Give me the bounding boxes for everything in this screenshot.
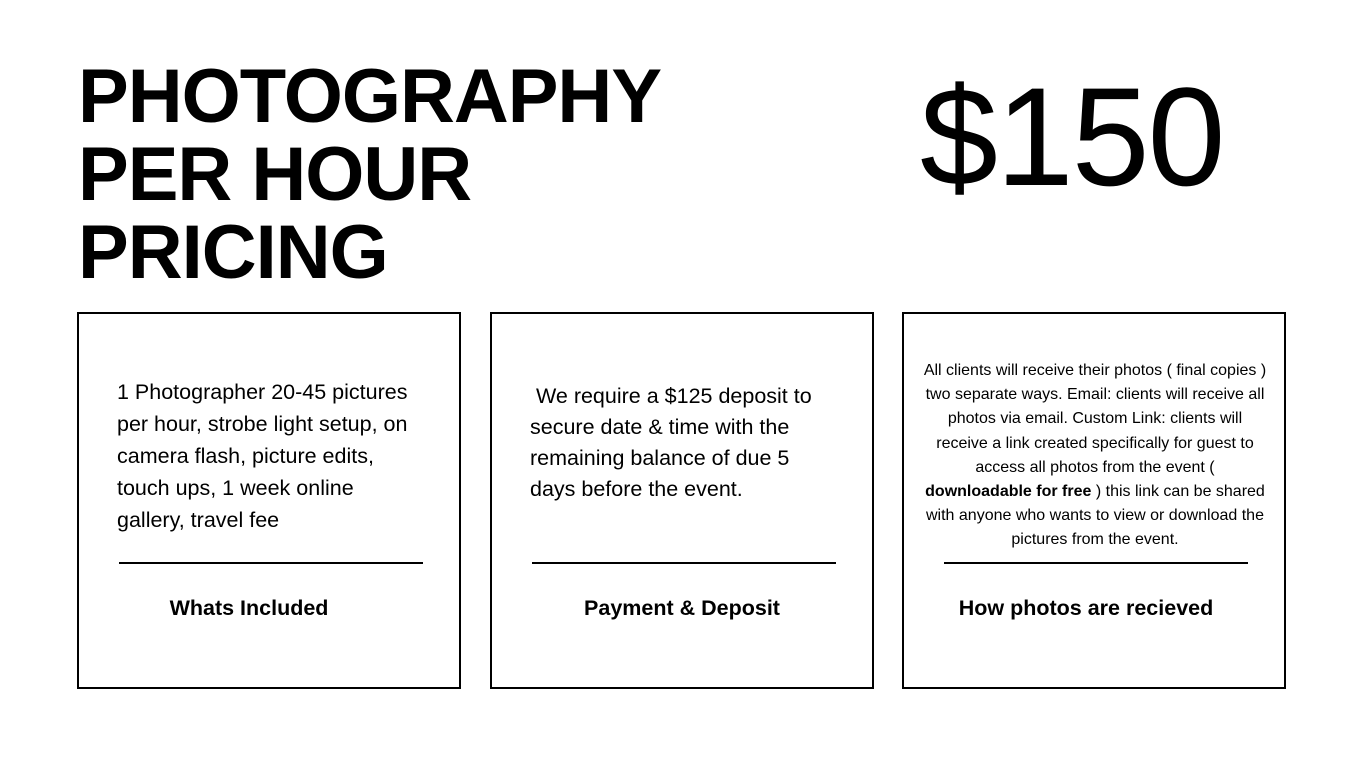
title-line-3: PRICING <box>78 210 388 295</box>
divider <box>944 562 1248 564</box>
divider <box>532 562 836 564</box>
page-title <box>78 54 662 295</box>
card-payment-deposit <box>490 312 874 689</box>
card-label: Whats Included <box>169 596 329 620</box>
card-body: We require a $125 deposit to secure date & time with the remaining balance of due 5 days before the event. <box>530 384 818 501</box>
card-body-text: All clients will receive their photos ( final copies ) two separate ways. Email: clients will receive all photos via email. Custom Link: clients will receive a link created specifically for guest to access all photos from the event ( <box>923 362 1271 476</box>
card-body-emphasis: downloadable for free <box>925 483 1092 501</box>
price: $150 <box>920 58 1224 215</box>
card-label: Payment & Deposit <box>584 596 780 620</box>
card-whats-included <box>77 312 461 689</box>
divider <box>119 562 423 564</box>
card-how-photos-received <box>902 312 1286 689</box>
card-label: How photos are recieved <box>958 596 1214 620</box>
card-body: 1 Photographer 20-45 pictures per hour, strobe light setup, on camera flash, picture edits, touch ups, 1 week online gallery, travel fee <box>117 380 408 532</box>
title-line-1: PHOTOGRAPHY <box>78 54 662 139</box>
card-body <box>920 359 1270 553</box>
card-body-text: ) this link can be shared with anyone who wants to view or download the pictures from the event. <box>926 483 1270 549</box>
title-line-2: PER HOUR <box>78 132 472 217</box>
